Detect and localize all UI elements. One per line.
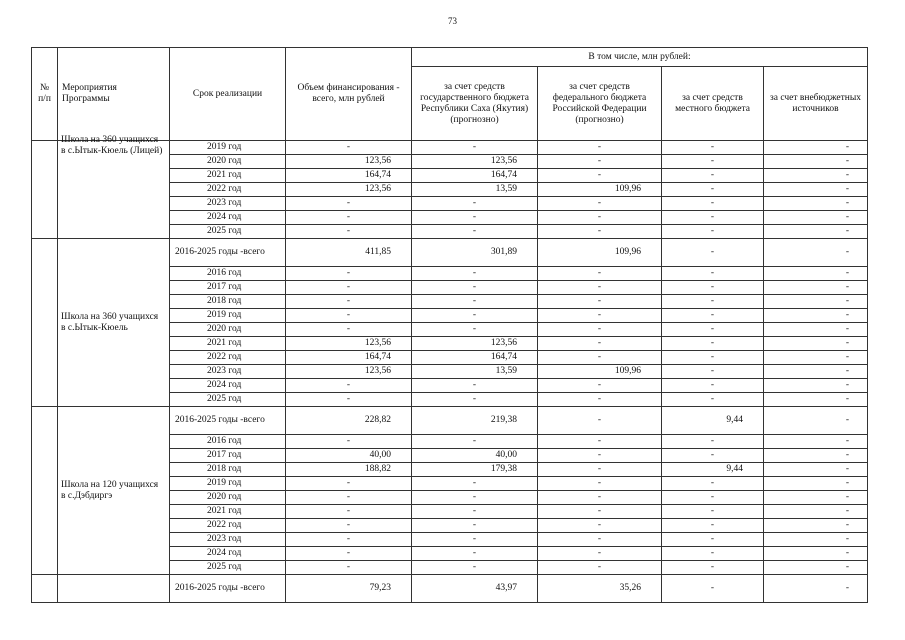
federal-budget-cell: 35,26 xyxy=(538,575,662,603)
period-cell: 2022 год xyxy=(170,519,286,533)
volume-cell: - xyxy=(286,225,412,239)
local-budget-cell: - xyxy=(662,141,764,155)
state-budget-cell: - xyxy=(412,435,538,449)
state-budget-cell: 301,89 xyxy=(412,239,538,267)
federal-budget-cell: 109,96 xyxy=(538,183,662,197)
offbudget-cell: - xyxy=(764,435,868,449)
state-budget-cell: - xyxy=(412,141,538,155)
volume-cell: - xyxy=(286,197,412,211)
local-budget-cell: 9,44 xyxy=(662,463,764,477)
volume-cell: - xyxy=(286,533,412,547)
measure-name xyxy=(58,239,170,407)
federal-budget-cell: - xyxy=(538,491,662,505)
federal-budget-cell: - xyxy=(538,393,662,407)
offbudget-cell: - xyxy=(764,197,868,211)
volume-cell: - xyxy=(286,295,412,309)
offbudget-cell: - xyxy=(764,533,868,547)
volume-cell: 123,56 xyxy=(286,155,412,169)
state-budget-cell: - xyxy=(412,295,538,309)
offbudget-cell: - xyxy=(764,225,868,239)
local-budget-cell: - xyxy=(662,575,764,603)
period-cell: 2018 год xyxy=(170,295,286,309)
offbudget-cell: - xyxy=(764,281,868,295)
offbudget-cell: - xyxy=(764,183,868,197)
state-budget-cell: - xyxy=(412,281,538,295)
volume-cell: - xyxy=(286,519,412,533)
local-budget-cell: - xyxy=(662,365,764,379)
volume-cell: - xyxy=(286,379,412,393)
table-body xyxy=(32,135,868,603)
local-budget-cell: - xyxy=(662,491,764,505)
volume-cell: 123,56 xyxy=(286,365,412,379)
offbudget-cell: - xyxy=(764,463,868,477)
federal-budget-cell: - xyxy=(538,463,662,477)
federal-budget-cell: - xyxy=(538,337,662,351)
volume-cell: - xyxy=(286,323,412,337)
period-cell: 2023 год xyxy=(170,533,286,547)
local-budget-cell: - xyxy=(662,379,764,393)
table-row xyxy=(32,141,868,155)
measure-name xyxy=(58,407,170,575)
local-budget-cell: - xyxy=(662,393,764,407)
period-cell: 2022 год xyxy=(170,351,286,365)
state-budget-cell: 40,00 xyxy=(412,449,538,463)
state-budget-cell: 123,56 xyxy=(412,337,538,351)
state-budget-cell: 164,74 xyxy=(412,169,538,183)
federal-budget-cell: - xyxy=(538,267,662,281)
volume-cell: - xyxy=(286,281,412,295)
period-cell: 2021 год xyxy=(170,337,286,351)
offbudget-cell: - xyxy=(764,449,868,463)
period-cell: 2017 год xyxy=(170,281,286,295)
local-budget-cell: - xyxy=(662,295,764,309)
period-cell: 2021 год xyxy=(170,505,286,519)
local-budget-cell: - xyxy=(662,281,764,295)
period-cell: 2016-2025 годы -всего xyxy=(170,407,286,435)
federal-budget-cell: - xyxy=(538,533,662,547)
row-number-cell xyxy=(32,239,58,407)
state-budget-cell: 123,56 xyxy=(412,155,538,169)
offbudget-cell: - xyxy=(764,561,868,575)
period-cell: 2016 год xyxy=(170,435,286,449)
measure-name-text: Школа на 360 учащихся в с.Ытык-Кюель xyxy=(61,311,159,333)
volume-cell: - xyxy=(286,435,412,449)
volume-cell: - xyxy=(286,309,412,323)
header-federal-budget: за счет средств федерального бюджета Российской Федерации (прогнозно) xyxy=(538,67,662,141)
volume-cell: - xyxy=(286,211,412,225)
offbudget-cell: - xyxy=(764,309,868,323)
header-local-budget: за счет средств местного бюджета xyxy=(662,67,764,141)
header-state-budget: за счет средств государственного бюджета Республики Саха (Якутия) (прогнозно) xyxy=(412,67,538,141)
period-cell: 2016-2025 годы -всего xyxy=(170,575,286,603)
offbudget-cell: - xyxy=(764,337,868,351)
federal-budget-cell: - xyxy=(538,519,662,533)
local-budget-cell: 9,44 xyxy=(662,407,764,435)
offbudget-cell: - xyxy=(764,379,868,393)
header-including: В том числе, млн рублей: xyxy=(412,48,868,67)
volume-cell: 188,82 xyxy=(286,463,412,477)
local-budget-cell: - xyxy=(662,533,764,547)
local-budget-cell: - xyxy=(662,169,764,183)
federal-budget-cell: 109,96 xyxy=(538,365,662,379)
state-budget-cell: - xyxy=(412,267,538,281)
federal-budget-cell: - xyxy=(538,141,662,155)
offbudget-cell: - xyxy=(764,393,868,407)
period-cell: 2025 год xyxy=(170,561,286,575)
table-row xyxy=(32,575,868,603)
local-budget-cell: - xyxy=(662,211,764,225)
offbudget-cell: - xyxy=(764,211,868,225)
offbudget-cell: - xyxy=(764,519,868,533)
period-cell: 2023 год xyxy=(170,197,286,211)
period-cell: 2019 год xyxy=(170,141,286,155)
period-cell: 2016-2025 годы -всего xyxy=(170,239,286,267)
local-budget-cell: - xyxy=(662,239,764,267)
local-budget-cell: - xyxy=(662,351,764,365)
state-budget-cell: - xyxy=(412,309,538,323)
measure-name-text: Школа на 360 учащихся в с.Ытык-Кюель (Лицей) xyxy=(61,135,163,156)
offbudget-cell: - xyxy=(764,575,868,603)
period-cell: 2024 год xyxy=(170,211,286,225)
federal-budget-cell: - xyxy=(538,169,662,183)
state-budget-cell: - xyxy=(412,519,538,533)
state-budget-cell: - xyxy=(412,547,538,561)
state-budget-cell: - xyxy=(412,323,538,337)
local-budget-cell: - xyxy=(662,477,764,491)
state-budget-cell: 13,59 xyxy=(412,365,538,379)
state-budget-cell: - xyxy=(412,477,538,491)
local-budget-cell: - xyxy=(662,519,764,533)
row-number-cell xyxy=(32,141,58,239)
state-budget-cell: - xyxy=(412,379,538,393)
period-cell: 2025 год xyxy=(170,225,286,239)
header-period: Срок реализации xyxy=(170,48,286,141)
federal-budget-cell: - xyxy=(538,281,662,295)
federal-budget-cell: - xyxy=(538,547,662,561)
volume-cell: - xyxy=(286,561,412,575)
offbudget-cell: - xyxy=(764,323,868,337)
page-number: 73 xyxy=(448,16,457,26)
period-cell: 2018 год xyxy=(170,463,286,477)
period-cell: 2016 год xyxy=(170,267,286,281)
local-budget-cell: - xyxy=(662,449,764,463)
period-cell: 2019 год xyxy=(170,477,286,491)
period-cell: 2017 год xyxy=(170,449,286,463)
offbudget-cell: - xyxy=(764,407,868,435)
state-budget-cell: - xyxy=(412,393,538,407)
row-number-cell xyxy=(32,575,58,603)
local-budget-cell: - xyxy=(662,225,764,239)
volume-cell: 123,56 xyxy=(286,183,412,197)
table-row xyxy=(32,239,868,267)
measure-name xyxy=(58,135,170,239)
local-budget-cell: - xyxy=(662,197,764,211)
header-volume: Объем финансирования - всего, млн рублей xyxy=(286,48,412,141)
state-budget-cell: - xyxy=(412,561,538,575)
state-budget-cell: - xyxy=(412,211,538,225)
period-cell: 2021 год xyxy=(170,169,286,183)
offbudget-cell: - xyxy=(764,505,868,519)
offbudget-cell: - xyxy=(764,169,868,183)
volume-cell: 79,23 xyxy=(286,575,412,603)
volume-cell: 228,82 xyxy=(286,407,412,435)
volume-cell: 411,85 xyxy=(286,239,412,267)
volume-cell: 164,74 xyxy=(286,351,412,365)
state-budget-cell: 179,38 xyxy=(412,463,538,477)
local-budget-cell: - xyxy=(662,323,764,337)
federal-budget-cell: - xyxy=(538,211,662,225)
volume-cell: - xyxy=(286,267,412,281)
row-number-cell xyxy=(32,407,58,575)
federal-budget-cell: - xyxy=(538,225,662,239)
local-budget-cell: - xyxy=(662,309,764,323)
offbudget-cell: - xyxy=(764,155,868,169)
state-budget-cell: 164,74 xyxy=(412,351,538,365)
federal-budget-cell: - xyxy=(538,505,662,519)
offbudget-cell: - xyxy=(764,267,868,281)
financing-table xyxy=(31,47,868,603)
local-budget-cell: - xyxy=(662,561,764,575)
offbudget-cell: - xyxy=(764,239,868,267)
federal-budget-cell: - xyxy=(538,435,662,449)
volume-cell: 164,74 xyxy=(286,169,412,183)
period-cell: 2020 год xyxy=(170,491,286,505)
offbudget-cell: - xyxy=(764,141,868,155)
state-budget-cell: 13,59 xyxy=(412,183,538,197)
local-budget-cell: - xyxy=(662,183,764,197)
local-budget-cell: - xyxy=(662,155,764,169)
measure-name xyxy=(58,575,170,603)
period-cell: 2020 год xyxy=(170,323,286,337)
period-cell: 2020 год xyxy=(170,155,286,169)
federal-budget-cell: - xyxy=(538,323,662,337)
state-budget-cell: - xyxy=(412,533,538,547)
volume-cell: - xyxy=(286,547,412,561)
federal-budget-cell: - xyxy=(538,477,662,491)
state-budget-cell: - xyxy=(412,491,538,505)
measure-name-text: Школа на 120 учащихся в с.Дэбдиргэ xyxy=(61,479,159,501)
state-budget-cell: 219,38 xyxy=(412,407,538,435)
header-offbudget: за счет внебюджетных источников xyxy=(764,67,868,141)
local-budget-cell: - xyxy=(662,505,764,519)
volume-cell: 40,00 xyxy=(286,449,412,463)
federal-budget-cell: - xyxy=(538,155,662,169)
offbudget-cell: - xyxy=(764,491,868,505)
local-budget-cell: - xyxy=(662,547,764,561)
local-budget-cell: - xyxy=(662,267,764,281)
federal-budget-cell: - xyxy=(538,561,662,575)
state-budget-cell: - xyxy=(412,505,538,519)
period-cell: 2022 год xyxy=(170,183,286,197)
federal-budget-cell: - xyxy=(538,309,662,323)
volume-cell: - xyxy=(286,141,412,155)
period-cell: 2025 год xyxy=(170,393,286,407)
federal-budget-cell: - xyxy=(538,379,662,393)
period-cell: 2024 год xyxy=(170,547,286,561)
federal-budget-cell: - xyxy=(538,197,662,211)
offbudget-cell: - xyxy=(764,547,868,561)
federal-budget-cell: - xyxy=(538,449,662,463)
federal-budget-cell: - xyxy=(538,351,662,365)
federal-budget-cell: - xyxy=(538,407,662,435)
local-budget-cell: - xyxy=(662,435,764,449)
header-num: № п/п xyxy=(32,48,58,141)
offbudget-cell: - xyxy=(764,351,868,365)
volume-cell: 123,56 xyxy=(286,337,412,351)
state-budget-cell: - xyxy=(412,197,538,211)
federal-budget-cell: - xyxy=(538,295,662,309)
federal-budget-cell: 109,96 xyxy=(538,239,662,267)
local-budget-cell: - xyxy=(662,337,764,351)
offbudget-cell: - xyxy=(764,477,868,491)
period-cell: 2024 год xyxy=(170,379,286,393)
period-cell: 2019 год xyxy=(170,309,286,323)
offbudget-cell: - xyxy=(764,295,868,309)
volume-cell: - xyxy=(286,491,412,505)
volume-cell: - xyxy=(286,505,412,519)
offbudget-cell: - xyxy=(764,365,868,379)
state-budget-cell: - xyxy=(412,225,538,239)
header-measures: Мероприятия Программы xyxy=(58,48,170,141)
volume-cell: - xyxy=(286,393,412,407)
table-row xyxy=(32,407,868,435)
state-budget-cell: 43,97 xyxy=(412,575,538,603)
volume-cell: - xyxy=(286,477,412,491)
period-cell: 2023 год xyxy=(170,365,286,379)
